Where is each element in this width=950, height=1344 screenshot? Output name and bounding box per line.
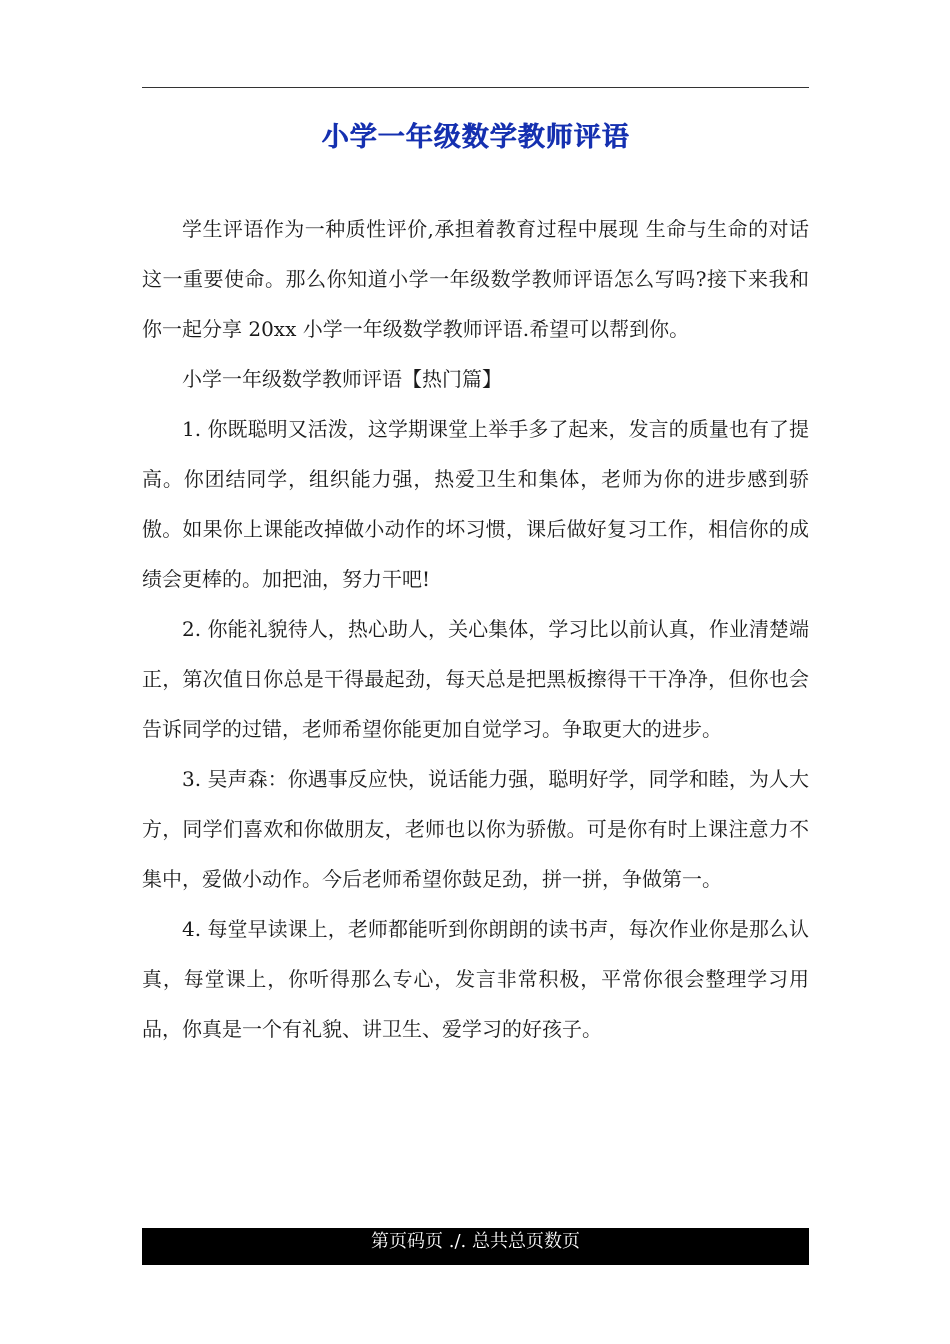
header-rule <box>142 87 809 88</box>
comment-paragraph-4: 4. 每堂早读课上，老师都能听到你朗朗的读书声，每次作业你是那么认真，每堂课上，你听得那么专心，发言非常积极，平常你很会整理学习用品，你真是一个有礼貌、讲卫生、爱学习的好孩子。 <box>142 917 809 1041</box>
comment-paragraph-2: 2. 你能礼貌待人，热心助人，关心集体，学习比以前认真，作业清楚端正，第次值日你总是干得最起劲，每天总是把黑板擦得干干净净，但你也会告诉同学的过错，老师希望你能更加自觉学习。争取更大的进步。 <box>142 617 809 741</box>
document-title: 小学一年级数学教师评语 <box>321 122 630 153</box>
page-footer <box>142 1228 809 1265</box>
footer-page-text: 第页码页 ./. 总共总页数页 <box>371 1231 580 1252</box>
intro-paragraph: 学生评语作为一种质性评价,承担着教育过程中展现 生命与生命的对话 这一重要使命。那么你知道小学一年级数学教师评语怎么写吗?接下来我和你一起分享 20xx 小学一年级数学教师评语.希望可以帮到你。 <box>142 217 809 341</box>
comment-paragraph-3: 3. 吴声森：你遇事反应快，说话能力强，聪明好学，同学和睦，为人大方，同学们喜欢和你做朋友，老师也以你为骄傲。可是你有时上课注意力不集中，爱做小动作。今后老师希望你鼓足劲，拼一拼，争做第一。 <box>142 767 809 891</box>
comment-paragraph-1: 1. 你既聪明又活泼，这学期课堂上举手多了起来，发言的质量也有了提高。你团结同学，组织能力强，热爱卫生和集体，老师为你的进步感到骄傲。如果你上课能改掉做小动作的坏习惯，课后做好复习工作，相信你的成绩会更棒的。加把油，努力干吧! <box>142 417 809 591</box>
document-body <box>142 204 809 1054</box>
section-heading: 小学一年级数学教师评语【热门篇】 <box>182 367 502 391</box>
